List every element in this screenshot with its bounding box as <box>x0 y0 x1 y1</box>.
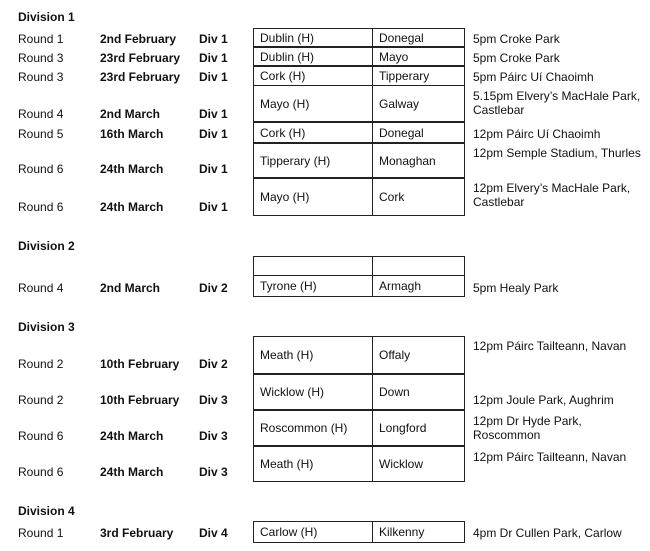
division-code: Div 4 <box>199 526 228 540</box>
division-code: Div 2 <box>199 281 228 295</box>
round-label: Round 3 <box>18 51 64 65</box>
division-code: Div 2 <box>199 357 228 371</box>
away-team: Kilkenny <box>379 525 425 539</box>
round-label: Round 2 <box>18 357 64 371</box>
division-heading: Division 2 <box>18 239 75 253</box>
away-team-cell <box>372 66 465 86</box>
match-date: 2nd March <box>100 107 161 121</box>
away-team: Down <box>379 385 410 399</box>
venue: 4pm Dr Cullen Park, Carlow <box>473 526 622 540</box>
division-heading: Division 4 <box>18 504 75 518</box>
home-team-cell <box>253 28 373 47</box>
away-team: Offaly <box>379 348 411 362</box>
away-team-cell <box>372 410 465 446</box>
away-team-cell <box>372 28 465 47</box>
match-date: 3rd February <box>100 526 174 540</box>
round-label: Round 3 <box>18 70 64 84</box>
away-team: Armagh <box>379 279 422 293</box>
match-date: 16th March <box>100 127 164 141</box>
match-date: 10th February <box>100 393 180 407</box>
division-code: Div 1 <box>199 32 228 46</box>
match-date: 23rd February <box>100 70 181 84</box>
home-team-cell <box>253 336 373 374</box>
away-team-cell <box>372 521 465 543</box>
home-team-cell <box>253 85 373 122</box>
home-team: Carlow (H) <box>260 525 318 539</box>
venue: 12pm Dr Hyde Park, Roscommon <box>473 414 582 442</box>
division-code: Div 1 <box>199 127 228 141</box>
away-team: Tipperary <box>379 69 430 83</box>
home-team: Dublin (H) <box>260 30 315 45</box>
venue: 12pm Joule Park, Aughrim <box>473 393 614 407</box>
away-team: Cork <box>379 190 405 204</box>
round-label: Round 4 <box>18 107 64 121</box>
division-code: Div 1 <box>199 200 228 214</box>
venue: 12pm Semple Stadium, Thurles <box>473 146 641 160</box>
away-team-cell <box>372 85 465 122</box>
home-team-cell <box>253 256 373 276</box>
home-team-cell <box>253 47 373 66</box>
venue: 5pm Healy Park <box>473 281 559 295</box>
home-team: Dublin (H) <box>260 49 315 64</box>
match-date: 24th March <box>100 465 164 479</box>
home-team-cell <box>253 446 373 482</box>
away-team-cell <box>372 275 465 297</box>
match-date: 24th March <box>100 162 164 176</box>
venue: 12pm Elvery’s MacHale Park, Castlebar <box>473 181 631 209</box>
away-team-cell <box>372 374 465 410</box>
match-date: 24th March <box>100 429 164 443</box>
round-label: Round 2 <box>18 393 64 407</box>
home-team-cell <box>253 178 373 216</box>
venue: 12pm Páirc Tailteann, Navan <box>473 450 627 464</box>
round-label: Round 6 <box>18 465 64 479</box>
division-heading: Division 1 <box>18 10 75 24</box>
away-team: Mayo <box>379 49 409 64</box>
away-team: Galway <box>379 96 420 111</box>
away-team: Wicklow <box>379 457 423 471</box>
division-code: Div 3 <box>199 429 228 443</box>
round-label: Round 5 <box>18 127 64 141</box>
home-team: Cork (H) <box>260 125 306 140</box>
home-team: Tipperary (H) <box>260 153 331 168</box>
venue: 5pm Croke Park <box>473 32 560 46</box>
home-team-cell <box>253 122 373 143</box>
division-code: Div 1 <box>199 70 228 84</box>
match-date: 2nd March <box>100 281 161 295</box>
match-date: 10th February <box>100 357 180 371</box>
away-team-cell <box>372 336 465 374</box>
home-team: Roscommon (H) <box>260 421 348 435</box>
home-team-cell <box>253 66 373 86</box>
away-team: Donegal <box>379 30 424 45</box>
away-team: Monaghan <box>379 153 436 168</box>
home-team-cell <box>253 521 373 543</box>
round-label: Round 1 <box>18 32 64 46</box>
division-code: Div 1 <box>199 162 228 176</box>
home-team-cell <box>253 143 373 178</box>
away-team-cell <box>372 178 465 216</box>
round-label: Round 4 <box>18 281 64 295</box>
home-team: Meath (H) <box>260 348 314 362</box>
away-team-cell <box>372 256 465 276</box>
round-label: Round 6 <box>18 200 64 214</box>
division-code: Div 1 <box>199 51 228 65</box>
home-team: Tyrone (H) <box>260 279 317 293</box>
round-label: Round 6 <box>18 429 64 443</box>
home-team-cell <box>253 410 373 446</box>
venue: 5pm Páirc Uí Chaoimh <box>473 70 594 84</box>
venue: 12pm Páirc Tailteann, Navan <box>473 339 627 353</box>
home-team: Meath (H) <box>260 457 314 471</box>
venue: 5pm Croke Park <box>473 51 560 65</box>
match-date: 23rd February <box>100 51 181 65</box>
round-label: Round 6 <box>18 162 64 176</box>
home-team-cell <box>253 374 373 410</box>
home-team: Wicklow (H) <box>260 385 324 399</box>
home-team: Mayo (H) <box>260 96 310 111</box>
match-date: 2nd February <box>100 32 177 46</box>
home-team: Mayo (H) <box>260 190 310 204</box>
venue: 12pm Páirc Uí Chaoimh <box>473 127 601 141</box>
home-team: Cork (H) <box>260 69 306 83</box>
division-code: Div 1 <box>199 107 228 121</box>
away-team-cell <box>372 122 465 143</box>
venue: 5.15pm Elvery’s MacHale Park, Castlebar <box>473 89 641 117</box>
away-team-cell <box>372 47 465 66</box>
away-team-cell <box>372 143 465 178</box>
division-heading: Division 3 <box>18 320 75 334</box>
match-date: 24th March <box>100 200 164 214</box>
round-label: Round 1 <box>18 526 64 540</box>
away-team-cell <box>372 446 465 482</box>
division-code: Div 3 <box>199 393 228 407</box>
division-code: Div 3 <box>199 465 228 479</box>
home-team-cell <box>253 275 373 297</box>
away-team: Donegal <box>379 125 424 140</box>
away-team: Longford <box>379 421 427 435</box>
